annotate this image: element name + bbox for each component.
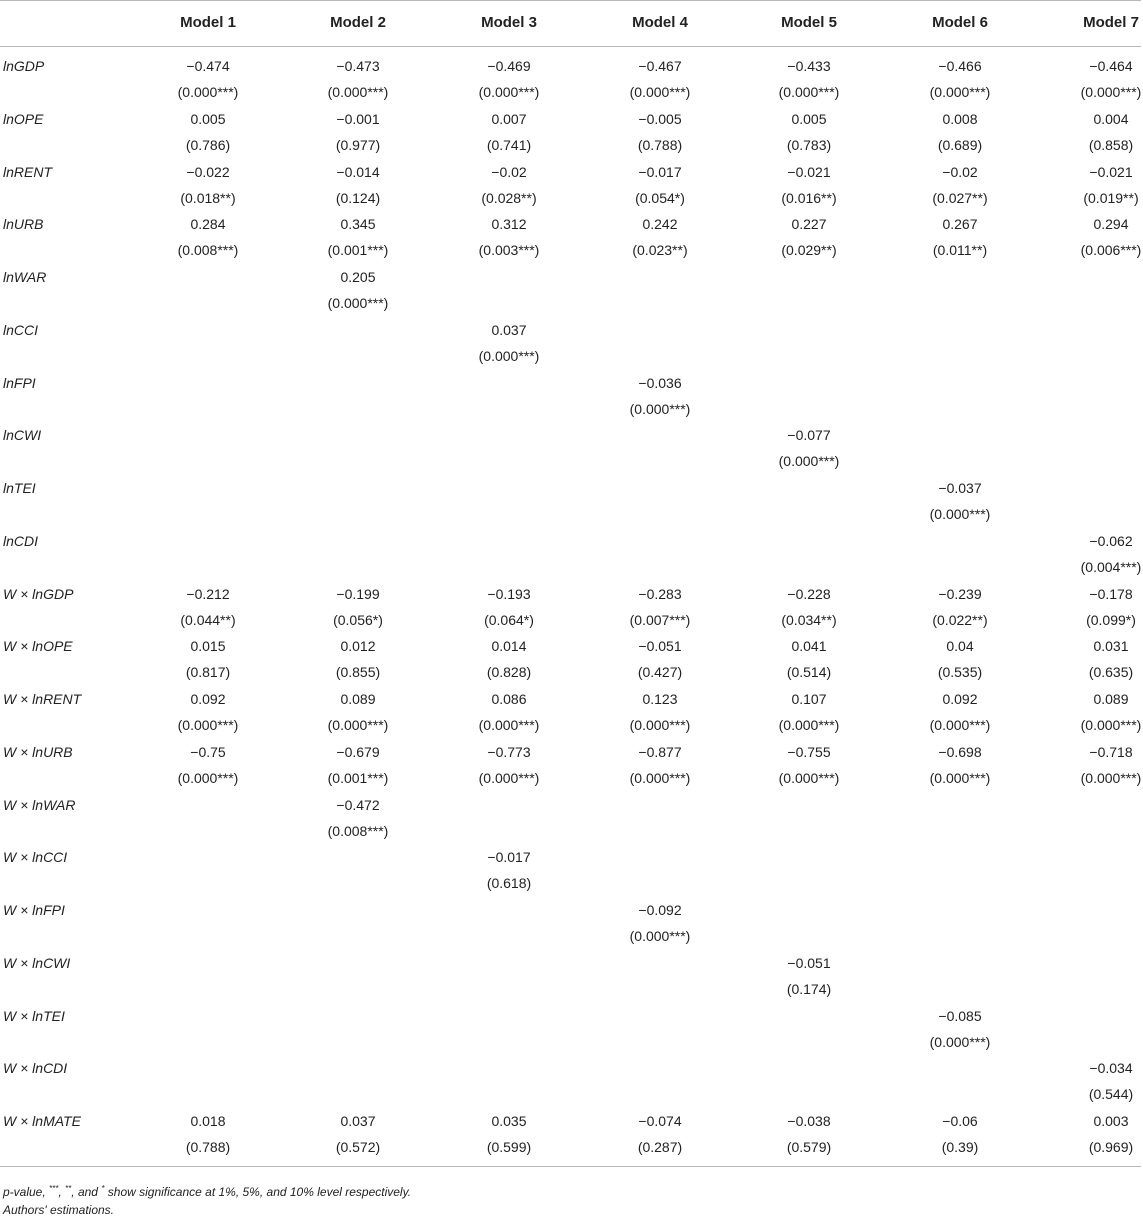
p-value: (0.828) [486, 664, 532, 681]
coefficient-value: −0.051 [787, 954, 831, 971]
p-value: (0.855) [335, 664, 381, 681]
coefficient-value: −0.005 [638, 110, 682, 127]
table-cell [1051, 1108, 1143, 1160]
coefficient-value: 0.04 [946, 638, 974, 655]
table-cell [900, 106, 1020, 158]
p-value: (0.000***) [629, 928, 691, 944]
table-cell [148, 581, 268, 633]
table-row [0, 950, 1143, 1003]
p-value: (0.023**) [632, 242, 688, 259]
table-cell [449, 581, 569, 633]
coefficient-value: −0.092 [638, 902, 682, 918]
p-value: (0.427) [637, 664, 683, 681]
table-cell [1051, 106, 1143, 158]
coefficient-value: 0.007 [491, 110, 527, 127]
table-cell [1051, 581, 1143, 633]
p-value: (0.028**) [481, 189, 537, 206]
table-row [0, 211, 1143, 264]
coefficient-value: −0.474 [186, 58, 230, 74]
table-row [0, 422, 1143, 475]
p-value: (0.000***) [778, 84, 840, 100]
p-value: (0.786) [185, 136, 231, 153]
p-value: (0.003***) [478, 242, 540, 259]
p-value: (0.000***) [327, 84, 389, 100]
coefficient-value: 0.242 [642, 216, 678, 233]
note-sup-2: ** [65, 1184, 72, 1193]
table-cell [449, 53, 569, 105]
table-cell [900, 1003, 1020, 1055]
table-cell [900, 686, 1020, 738]
coefficient-value: 0.205 [340, 269, 376, 285]
p-value: (0.000***) [929, 1033, 991, 1050]
coefficient-value: −0.212 [186, 585, 230, 602]
p-value: (0.001***) [327, 769, 389, 786]
note-text-d: show significance at 1%, 5%, and 10% level respectively. [104, 1185, 412, 1199]
coefficient-value: −0.466 [938, 58, 982, 74]
table-cell [900, 211, 1020, 263]
table-cell [298, 633, 418, 685]
table-cell [749, 581, 869, 633]
p-value: (0.000***) [929, 717, 991, 733]
coefficient-value: 0.086 [491, 691, 527, 707]
row-label: W × lnTEI [3, 1007, 65, 1024]
table-cell [148, 686, 268, 738]
table-cell [298, 106, 418, 158]
note-text-c: , and [71, 1185, 102, 1199]
table-cell [148, 106, 268, 158]
coefficient-value: −0.472 [336, 796, 380, 813]
p-value: (0.054*) [635, 189, 685, 206]
coefficient-value: −0.017 [487, 849, 531, 866]
p-value: (0.741) [486, 136, 532, 153]
row-label: W × lnWAR [3, 796, 76, 813]
coefficient-value: −0.467 [638, 58, 682, 74]
p-value: (0.000***) [778, 453, 840, 470]
coefficient-value: 0.092 [190, 691, 226, 707]
coefficient-value: 0.037 [491, 321, 527, 338]
coefficient-value: −0.469 [487, 58, 531, 74]
table-cell [449, 159, 569, 211]
table-row [0, 159, 1143, 212]
header-rule [0, 46, 1141, 47]
coefficient-value: 0.014 [491, 638, 527, 655]
p-value: (0.099*) [1086, 611, 1136, 628]
coefficient-value: −0.06 [942, 1113, 978, 1129]
table-row [0, 739, 1143, 792]
p-value: (0.000***) [177, 84, 239, 100]
row-label: lnWAR [3, 269, 47, 285]
coefficient-value: −0.036 [638, 374, 682, 391]
table-cell [600, 686, 720, 738]
table-cell [148, 53, 268, 105]
note-sup-3: * [101, 1184, 105, 1193]
table-row [0, 475, 1143, 528]
coefficient-value: −0.464 [1089, 58, 1133, 74]
p-value: (0.008***) [327, 822, 389, 839]
row-label: lnCCI [3, 321, 39, 338]
column-header: Model 7 [1083, 14, 1139, 31]
table-cell [600, 1108, 720, 1160]
coefficient-value: 0.089 [1093, 691, 1129, 707]
coefficient-value: 0.123 [642, 691, 678, 707]
table-cell [449, 844, 569, 896]
table-cell [749, 159, 869, 211]
p-value: (0.783) [786, 136, 832, 153]
p-value: (0.000***) [1080, 84, 1142, 100]
p-value: (0.39) [941, 1139, 979, 1155]
row-label: W × lnCCI [3, 849, 68, 866]
table-cell [148, 633, 268, 685]
coefficient-value: −0.75 [190, 743, 226, 760]
table-cell [749, 422, 869, 474]
table-cell [900, 633, 1020, 685]
table-header [0, 0, 1143, 48]
table-cell [449, 739, 569, 791]
table-cell [749, 53, 869, 105]
table-row [0, 1055, 1143, 1108]
p-value: (0.000***) [929, 769, 991, 786]
p-value: (0.174) [786, 980, 832, 997]
coefficient-value: −0.077 [787, 427, 831, 444]
table-row [0, 844, 1143, 897]
table-cell [900, 581, 1020, 633]
row-label: lnFPI [3, 374, 36, 391]
table-cell [749, 1108, 869, 1160]
coefficient-value: −0.022 [186, 163, 230, 180]
coefficient-value: 0.031 [1093, 638, 1129, 655]
table-cell [1051, 739, 1143, 791]
coefficient-value: −0.877 [638, 743, 682, 760]
significance-note [3, 1180, 411, 1201]
coefficient-value: −0.433 [787, 58, 831, 74]
coefficient-value: −0.037 [938, 480, 982, 496]
table-cell [600, 106, 720, 158]
p-value: (0.788) [185, 1139, 231, 1155]
p-value: (0.000***) [478, 347, 540, 364]
coefficient-value: −0.178 [1089, 585, 1133, 602]
table-cell [449, 633, 569, 685]
p-value: (0.001***) [327, 242, 389, 259]
table-cell [449, 686, 569, 738]
p-value: (0.064*) [484, 611, 534, 628]
coefficient-value: 0.267 [942, 216, 978, 233]
p-value: (0.000***) [778, 717, 840, 733]
table-cell [1051, 159, 1143, 211]
table-row [0, 633, 1143, 686]
table-row [0, 686, 1143, 739]
table-cell [600, 211, 720, 263]
p-value: (0.000***) [478, 769, 540, 786]
row-label: lnTEI [3, 480, 36, 496]
table-row [0, 528, 1143, 581]
table-notes [3, 1180, 411, 1219]
p-value: (0.011**) [932, 242, 988, 259]
row-label: W × lnMATE [3, 1113, 81, 1129]
p-value: (0.635) [1088, 664, 1134, 681]
note-sup-1: *** [49, 1184, 59, 1193]
table-cell [749, 106, 869, 158]
coefficient-value: −0.062 [1089, 532, 1133, 549]
row-label: W × lnRENT [3, 691, 82, 707]
p-value: (0.000***) [629, 84, 691, 100]
column-header: Model 3 [481, 14, 537, 31]
p-value: (0.000***) [778, 769, 840, 786]
column-header: Model 1 [180, 14, 236, 31]
column-header: Model 6 [932, 14, 988, 31]
row-label: W × lnCWI [3, 954, 71, 971]
coefficient-value: 0.092 [942, 691, 978, 707]
note-text-b: , [58, 1185, 66, 1199]
table-cell [148, 211, 268, 263]
coefficient-value: 0.312 [491, 216, 527, 233]
p-value: (0.000***) [327, 717, 389, 733]
coefficient-value: −0.698 [938, 743, 982, 760]
table-row [0, 1003, 1143, 1056]
p-value: (0.004***) [1080, 558, 1142, 575]
coefficient-value: 0.345 [340, 216, 376, 233]
table-cell [449, 106, 569, 158]
coefficient-value: 0.035 [491, 1113, 527, 1129]
p-value: (0.000***) [629, 400, 691, 417]
coefficient-value: 0.107 [791, 691, 827, 707]
table-cell [298, 211, 418, 263]
coefficient-value: −0.773 [487, 743, 531, 760]
table-row [0, 53, 1143, 106]
p-value: (0.000***) [478, 84, 540, 100]
table-cell [298, 1108, 418, 1160]
coefficient-value: 0.008 [942, 110, 978, 127]
p-value: (0.000***) [629, 717, 691, 733]
coefficient-value: −0.193 [487, 585, 531, 602]
coefficient-value: 0.015 [190, 638, 226, 655]
coefficient-value: −0.679 [336, 743, 380, 760]
coefficient-value: −0.718 [1089, 743, 1133, 760]
coefficient-value: 0.294 [1093, 216, 1129, 233]
p-value: (0.544) [1088, 1086, 1134, 1103]
coefficient-value: 0.005 [190, 110, 226, 127]
table-cell [1051, 633, 1143, 685]
p-value: (0.029**) [781, 242, 837, 259]
p-value: (0.817) [185, 664, 231, 681]
table-cell [749, 739, 869, 791]
p-value: (0.535) [937, 664, 983, 681]
p-value: (0.022**) [932, 611, 988, 628]
p-value: (0.000***) [327, 295, 389, 311]
table-cell [749, 950, 869, 1002]
p-value: (0.034**) [781, 611, 837, 628]
table-cell [900, 475, 1020, 527]
coefficient-value: −0.085 [938, 1007, 982, 1024]
p-value: (0.008***) [177, 242, 239, 259]
table-cell [1051, 211, 1143, 263]
coefficient-value: −0.228 [787, 585, 831, 602]
coefficient-value: −0.02 [491, 163, 527, 180]
row-label: lnGDP [3, 58, 45, 74]
table-cell [900, 1108, 1020, 1160]
table-row [0, 581, 1143, 634]
row-label: lnURB [3, 216, 44, 233]
p-value: (0.599) [486, 1139, 532, 1155]
coefficient-value: 0.041 [791, 638, 827, 655]
p-value: (0.000***) [478, 717, 540, 733]
coefficient-value: 0.004 [1093, 110, 1129, 127]
source-note: Authors' estimations. [3, 1203, 115, 1217]
table-row [0, 370, 1143, 423]
p-value: (0.000***) [1080, 717, 1142, 733]
table-cell [1051, 1055, 1143, 1107]
table-cell [148, 1108, 268, 1160]
row-label: W × lnURB [3, 743, 73, 760]
p-value: (0.000***) [177, 717, 239, 733]
bottom-rule [0, 1166, 1141, 1167]
coefficient-value: −0.014 [336, 163, 380, 180]
p-value: (0.000***) [1080, 769, 1142, 786]
p-value: (0.977) [335, 136, 381, 153]
coefficient-value: −0.001 [336, 110, 380, 127]
coefficient-value: −0.074 [638, 1113, 682, 1129]
table-cell [600, 581, 720, 633]
row-label: W × lnGDP [3, 585, 74, 602]
p-value: (0.618) [486, 875, 532, 892]
table-cell [1051, 53, 1143, 105]
table-cell [298, 739, 418, 791]
table-row [0, 264, 1143, 317]
table-cell [600, 739, 720, 791]
table-cell [298, 159, 418, 211]
p-value: (0.016**) [781, 189, 837, 206]
row-label: W × lnCDI [3, 1060, 68, 1077]
p-value: (0.007***) [629, 611, 691, 628]
coefficient-value: −0.283 [638, 585, 682, 602]
coefficient-value: −0.199 [336, 585, 380, 602]
p-value: (0.287) [637, 1139, 683, 1155]
row-label: lnCWI [3, 427, 42, 444]
p-value: (0.689) [937, 136, 983, 153]
table-cell [298, 264, 418, 316]
coefficient-value: 0.012 [340, 638, 376, 655]
table-cell [298, 792, 418, 844]
table-cell [298, 581, 418, 633]
table-cell [600, 633, 720, 685]
table-row [0, 897, 1143, 950]
table-cell [600, 53, 720, 105]
coefficient-value: −0.021 [787, 163, 831, 180]
table-row [0, 1108, 1143, 1161]
table-cell [600, 370, 720, 422]
table-cell [449, 1108, 569, 1160]
p-value: (0.056*) [333, 611, 383, 628]
table-cell [1051, 528, 1143, 580]
coefficient-value: 0.018 [190, 1113, 226, 1129]
table-cell [900, 53, 1020, 105]
table-cell [900, 159, 1020, 211]
coefficient-value: −0.755 [787, 743, 831, 760]
coefficient-value: −0.034 [1089, 1060, 1133, 1077]
table-cell [749, 686, 869, 738]
coefficient-value: −0.038 [787, 1113, 831, 1129]
coefficient-value: −0.473 [336, 58, 380, 74]
coefficient-value: 0.284 [190, 216, 226, 233]
table-cell [449, 317, 569, 369]
p-value: (0.000***) [929, 84, 991, 100]
column-header: Model 5 [781, 14, 837, 31]
row-label: W × lnFPI [3, 902, 65, 918]
p-value: (0.018**) [180, 189, 236, 206]
row-label: W × lnOPE [3, 638, 73, 655]
coefficient-value: 0.037 [340, 1113, 376, 1129]
row-label: lnRENT [3, 163, 53, 180]
coefficient-value: 0.003 [1093, 1113, 1129, 1129]
table-cell [749, 211, 869, 263]
coefficient-value: −0.021 [1089, 163, 1133, 180]
column-header: Model 2 [330, 14, 386, 31]
coefficient-value: −0.051 [638, 638, 682, 655]
table-cell [749, 633, 869, 685]
coefficient-value: −0.017 [638, 163, 682, 180]
table-cell [298, 686, 418, 738]
p-value: (0.858) [1088, 136, 1134, 153]
table-cell [600, 897, 720, 949]
p-value: (0.572) [335, 1139, 381, 1155]
note-text-a: p-value, [3, 1185, 50, 1199]
table-row [0, 106, 1143, 159]
table-cell [449, 211, 569, 263]
table-cell [148, 739, 268, 791]
coefficient-value: 0.089 [340, 691, 376, 707]
table-cell [148, 159, 268, 211]
p-value: (0.044**) [180, 611, 236, 628]
p-value: (0.000***) [629, 769, 691, 786]
p-value: (0.027**) [932, 189, 988, 206]
p-value: (0.000***) [177, 769, 239, 786]
table-cell [298, 53, 418, 105]
coefficient-value: 0.227 [791, 216, 827, 233]
p-value: (0.788) [637, 136, 683, 153]
table-cell [1051, 686, 1143, 738]
p-value: (0.969) [1088, 1139, 1134, 1155]
p-value: (0.514) [786, 664, 832, 681]
row-label: lnOPE [3, 110, 44, 127]
table-cell [600, 159, 720, 211]
table-row [0, 792, 1143, 845]
coefficient-value: 0.005 [791, 110, 827, 127]
coefficient-value: −0.02 [942, 163, 978, 180]
column-header: Model 4 [632, 14, 688, 31]
table-row [0, 317, 1143, 370]
p-value: (0.124) [335, 189, 381, 206]
p-value: (0.000***) [929, 506, 991, 522]
coefficient-value: −0.239 [938, 585, 982, 602]
p-value: (0.579) [786, 1139, 832, 1155]
table-cell [900, 739, 1020, 791]
p-value: (0.006***) [1080, 242, 1142, 259]
row-label: lnCDI [3, 532, 39, 549]
p-value: (0.019**) [1083, 189, 1139, 206]
